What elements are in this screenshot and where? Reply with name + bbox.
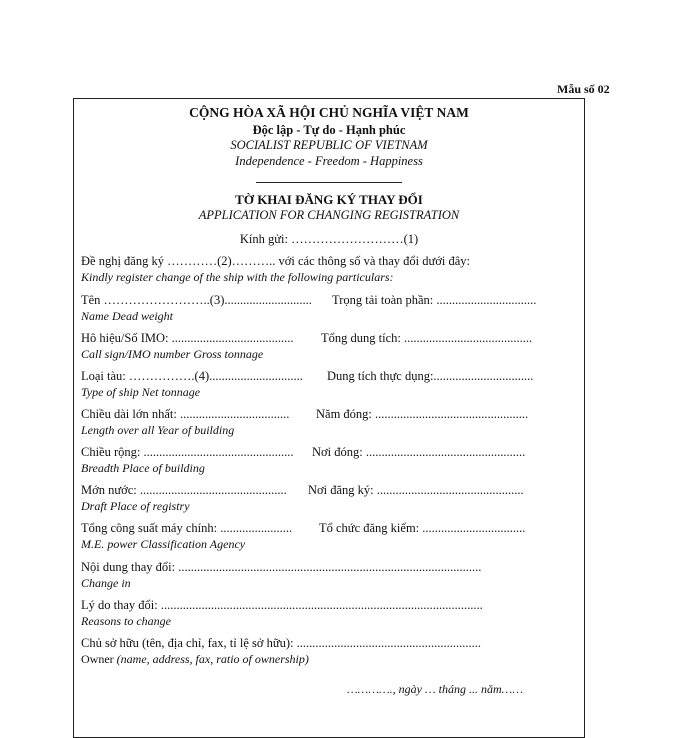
ship-name-field: Tên ……………………..(3)............................ (81, 293, 312, 307)
place-built-field: Nơi đóng: ................................................... (312, 445, 526, 459)
row6-en-label: Draft Place of registry (81, 499, 190, 513)
header-divider (256, 182, 402, 183)
row2-en-label: Call sign/IMO number Gross tonnage (81, 347, 264, 361)
year-built-field: Năm đóng: ................................................. (316, 407, 529, 421)
owner-en-plain: Owner (81, 652, 117, 666)
change-content-field: Nội dung thay đổi: ................................................................................................. (81, 560, 482, 574)
reason-en-label: Reasons to change (81, 614, 171, 628)
me-power-field: Tổng công suất máy chính: ....................... (81, 521, 293, 535)
change-en-label: Change in (81, 576, 131, 590)
registry-field: Nơi đăng ký: ............................................... (308, 483, 524, 497)
row4-en-label: Length over all Year of building (81, 423, 235, 437)
title-vi: TỜ KHAI ĐĂNG KÝ THAY ĐỔI (235, 192, 423, 207)
length-field: Chiều dài lớn nhất: ................................... (81, 407, 290, 421)
owner-en-italic: (name, address, fax, ratio of ownership) (116, 652, 309, 666)
deadweight-field: Trọng tải toàn phần: ................................ (332, 293, 537, 307)
ship-type-field: Loại tàu: …………….(4).............................. (81, 369, 303, 383)
country-name-en: SOCIALIST REPUBLIC OF VIETNAM (230, 138, 428, 152)
date-line: …………., ngày … tháng ... năm…… (347, 682, 524, 696)
addressee-line: Kính gửi: ………………………(1) (239, 232, 419, 246)
draft-field: Mớn nước: ............................................... (81, 483, 287, 497)
reason-field: Lý do thay đổi: ....................................................................................................... (81, 598, 483, 612)
gross-tonnage-field: Tổng dung tích: ......................................... (321, 331, 533, 345)
motto-vi: Độc lập - Tự do - Hạnh phúc (252, 123, 406, 137)
request-vi: Đề nghị đăng ký …………(2)……….. với các thông số và thay đổi dưới đây: (81, 254, 471, 268)
row7-en-label: M.E. power Classification Agency (81, 537, 246, 551)
breadth-field: Chiều rộng: ................................................ (81, 445, 294, 459)
request-en: Kindly register change of the ship with the following particulars: (81, 270, 394, 284)
country-name-vi: CỘNG HÒA XÃ HỘI CHỦ NGHĨA VIỆT NAM (189, 105, 469, 120)
motto-en: Independence - Freedom - Happiness (235, 154, 423, 168)
row1-en-label: Name Dead weight (81, 309, 173, 323)
class-agency-field: Tổ chức đăng kiểm: ................................. (319, 521, 526, 535)
form-number: Mẫu số 02 (557, 82, 610, 96)
owner-field: Chủ sở hữu (tên, địa chỉ, fax, tỉ lệ sở hữu): ........................................................... (81, 636, 481, 650)
row5-en-label: Breadth Place of building (81, 461, 205, 475)
row3-en-label: Type of ship Net tonnage (81, 385, 201, 399)
owner-en-label (81, 653, 309, 665)
net-tonnage-field: Dung tích thực dụng:................................ (327, 369, 534, 383)
call-sign-field: Hô hiệu/Số IMO: ....................................... (81, 331, 294, 345)
title-en: APPLICATION FOR CHANGING REGISTRATION (198, 208, 460, 222)
